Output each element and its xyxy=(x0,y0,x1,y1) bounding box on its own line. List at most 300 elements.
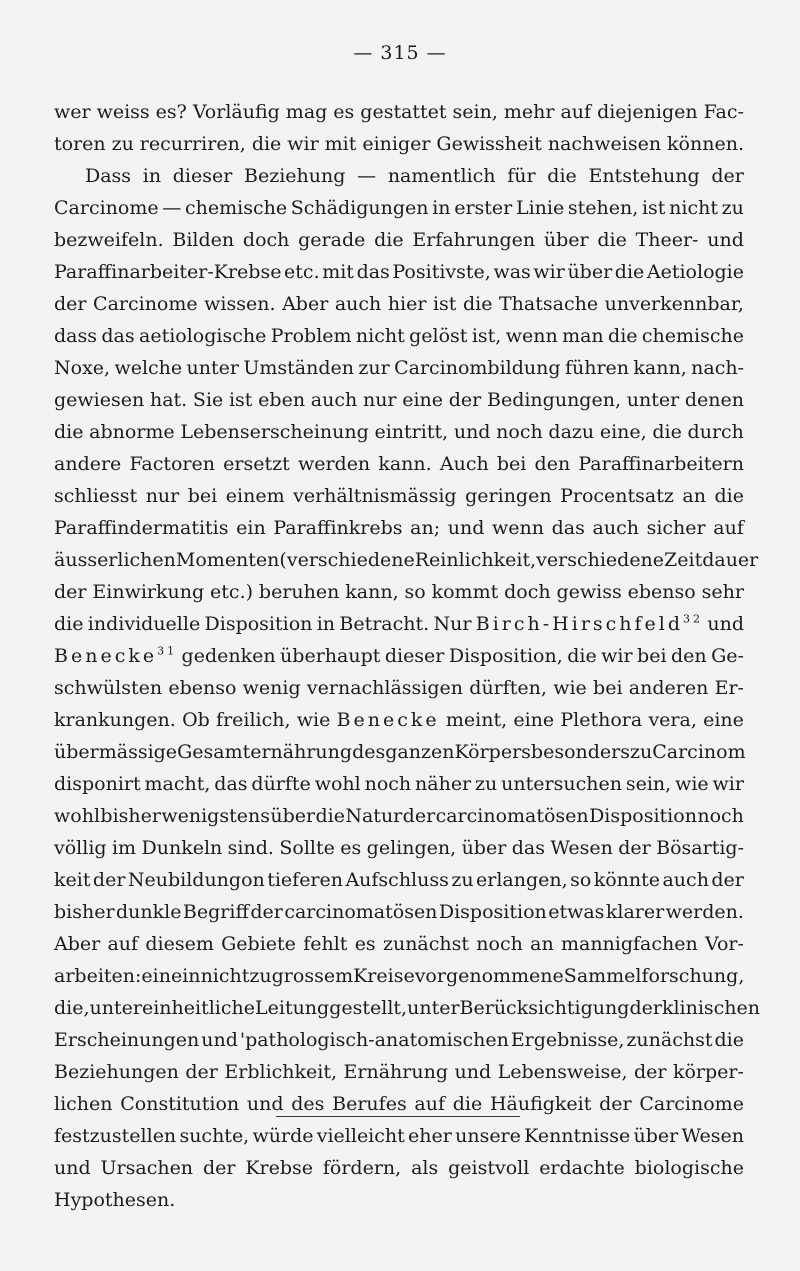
word: unverkennbar, xyxy=(604,293,744,315)
word: in xyxy=(432,197,451,219)
word: Ursachen xyxy=(100,1157,194,1179)
word: Sollte xyxy=(279,837,335,859)
word: zur xyxy=(358,357,390,379)
word: das xyxy=(214,773,248,795)
word: der xyxy=(599,1093,632,1115)
word: arbeiten: xyxy=(54,965,142,987)
word: Berücksichtigung xyxy=(459,997,630,1019)
word: suchte, xyxy=(179,1125,250,1147)
word: wie xyxy=(296,709,331,731)
word: die xyxy=(54,421,84,443)
word: Berufes xyxy=(332,1093,407,1115)
word: Vor- xyxy=(705,933,744,955)
word: in xyxy=(182,965,201,987)
word: Umständen xyxy=(243,357,354,379)
word: an xyxy=(530,933,554,955)
word: etwas xyxy=(548,901,605,923)
word: zu xyxy=(721,197,744,219)
word: Disposition xyxy=(589,805,697,827)
footer-rule xyxy=(276,1116,520,1117)
word: ist xyxy=(641,197,666,219)
word: mit xyxy=(322,261,354,283)
text-line xyxy=(54,608,744,640)
word: werden xyxy=(297,453,371,475)
word: Disposition xyxy=(204,613,313,635)
word: und xyxy=(201,1029,238,1051)
word: würde xyxy=(252,1125,314,1147)
word: fehlt xyxy=(303,933,348,955)
word: gedenken xyxy=(181,645,276,667)
word: kann. xyxy=(378,453,432,475)
word: Paraffinarbeitern xyxy=(578,453,744,475)
word: recurriren, xyxy=(139,133,246,155)
word: erdachte xyxy=(539,1157,625,1179)
word: besonders xyxy=(530,741,630,763)
word: gestellt, xyxy=(329,997,408,1019)
text-line xyxy=(54,1120,744,1152)
text-line xyxy=(54,896,744,928)
word: an; xyxy=(410,517,441,539)
word: Birch-Hirschfeld$^{32}$ xyxy=(475,612,704,635)
word: wenigstens xyxy=(161,805,270,827)
word: der xyxy=(618,837,651,859)
word: Entstehung xyxy=(588,165,700,187)
word: nicht xyxy=(669,197,718,219)
word: noch xyxy=(697,805,744,827)
word: so xyxy=(404,581,426,603)
word: die xyxy=(452,1093,483,1115)
word: körper- xyxy=(672,1061,744,1083)
word: kann, xyxy=(345,581,399,603)
word: Gebiete xyxy=(221,933,296,955)
word: macht, xyxy=(144,773,211,795)
word: ist xyxy=(228,389,253,411)
word: lichen xyxy=(54,1093,113,1115)
word: Er- xyxy=(714,677,744,699)
word: Erfahrungen xyxy=(412,229,536,251)
word: vernachlässigen xyxy=(306,677,464,699)
word: ganzen xyxy=(385,741,455,763)
word: toren xyxy=(54,133,106,155)
word: zu xyxy=(475,773,498,795)
word: gelingen, xyxy=(366,837,457,859)
word: völlig xyxy=(54,837,107,859)
word: Krebse xyxy=(245,1157,313,1179)
word: disponirt xyxy=(54,773,141,795)
word: meint, xyxy=(445,709,508,731)
word: Dunkeln xyxy=(141,837,223,859)
word: ebenso xyxy=(627,581,696,603)
text-line xyxy=(54,448,744,480)
word: diesem xyxy=(145,933,214,955)
word: anderen xyxy=(628,677,709,699)
word: die xyxy=(54,613,84,635)
text-line xyxy=(54,224,744,256)
word: Neubildungon xyxy=(127,869,265,891)
word: es xyxy=(340,837,362,859)
word: Einwirkung xyxy=(92,581,205,603)
word: bezweifeln. xyxy=(54,229,164,251)
text-line xyxy=(54,256,744,288)
word: der xyxy=(633,1061,667,1083)
word: eine xyxy=(141,965,183,987)
word: carcinomatösen xyxy=(284,901,438,923)
word: die xyxy=(714,485,744,507)
word: der xyxy=(402,805,436,827)
word: das xyxy=(356,261,390,283)
word: näher xyxy=(415,773,472,795)
word: dürfte xyxy=(251,773,311,795)
word: Sammelforschung, xyxy=(563,965,745,987)
word: dass xyxy=(54,325,97,347)
word: und xyxy=(246,1093,284,1115)
word: Carcinome xyxy=(93,293,198,315)
word: wer xyxy=(54,101,91,123)
text-line xyxy=(54,288,744,320)
word: Gesamternährung xyxy=(177,741,353,763)
word: Hypothesen. xyxy=(54,1189,176,1211)
word: klinischen xyxy=(661,997,761,1019)
word: auch xyxy=(592,517,639,539)
word: Ge- xyxy=(711,645,744,667)
word: nach- xyxy=(691,357,744,379)
word: Thatsache xyxy=(499,293,599,315)
word: über xyxy=(270,805,316,827)
word: ist, xyxy=(471,325,502,347)
word: Wesen xyxy=(681,1125,744,1147)
word: eine, xyxy=(599,421,647,443)
word: wenn xyxy=(505,325,558,347)
word: 'pathologisch-anatomischen xyxy=(239,1029,509,1051)
word: und xyxy=(707,229,744,251)
word: als xyxy=(411,1157,439,1179)
word: die, xyxy=(54,997,90,1019)
word: der xyxy=(711,165,744,187)
word: mag xyxy=(285,101,328,123)
word: einheitliche xyxy=(141,997,255,1019)
text-line xyxy=(54,320,744,352)
word: über xyxy=(633,1125,679,1147)
word: der xyxy=(711,869,744,891)
word: nachweisen xyxy=(547,133,662,155)
word: Ernährung xyxy=(343,1061,448,1083)
word: erster xyxy=(454,197,513,219)
word: Noxe, xyxy=(54,357,111,379)
word: Linie xyxy=(515,197,565,219)
word: gestattet xyxy=(360,101,447,123)
word: vera, xyxy=(648,709,697,731)
word: unsere xyxy=(455,1125,521,1147)
word: noch xyxy=(476,933,523,955)
word: Auch xyxy=(439,453,489,475)
word: wenig xyxy=(242,677,301,699)
word: und xyxy=(447,517,485,539)
page-number: — 315 — xyxy=(353,42,447,64)
word: Sie xyxy=(192,389,224,411)
word: geistvoll xyxy=(448,1157,530,1179)
word: noch xyxy=(364,773,412,795)
text-line xyxy=(54,512,744,544)
word: eintritt, xyxy=(374,421,449,443)
word: schwülsten xyxy=(54,677,163,699)
word: stehen, xyxy=(567,197,639,219)
word: Erscheinungen xyxy=(54,1029,200,1051)
word: unter xyxy=(407,997,460,1019)
word: Problem xyxy=(270,325,352,347)
word: wir xyxy=(601,645,633,667)
footnote-ref: 31 xyxy=(157,644,178,658)
word: auf xyxy=(107,933,139,955)
text-line xyxy=(54,96,744,128)
word: Plethora xyxy=(560,709,643,731)
word: verschiedene xyxy=(536,549,665,571)
word: im xyxy=(111,837,137,859)
text-line xyxy=(54,832,744,864)
word: diejenigen xyxy=(597,101,698,123)
word: und xyxy=(454,1061,492,1083)
word: vorgenommene xyxy=(414,965,564,987)
word: kommt xyxy=(431,581,499,603)
word: bei xyxy=(496,453,527,475)
word: Benecke$^{31}$ xyxy=(54,644,178,667)
word: überhaupt xyxy=(280,645,381,667)
word: Ob xyxy=(182,709,210,731)
word: wohl xyxy=(314,773,361,795)
word: auf xyxy=(560,101,592,123)
word: eine xyxy=(513,709,555,731)
word: könnte xyxy=(593,869,661,891)
word: Aufschluss xyxy=(345,869,449,891)
word: wohl xyxy=(54,805,101,827)
word: der xyxy=(54,293,87,315)
word: Positivste, xyxy=(392,261,491,283)
word: es xyxy=(354,933,376,955)
word: etc. xyxy=(284,261,320,283)
word: Beziehungen xyxy=(54,1061,179,1083)
word: gewiesen xyxy=(54,389,145,411)
word: Bösartig- xyxy=(656,837,744,859)
word: einiger xyxy=(362,133,431,155)
word: Wesen xyxy=(550,837,613,859)
word: Erblichkeit, xyxy=(224,1061,338,1083)
word: vielleicht xyxy=(316,1125,405,1147)
word: eben xyxy=(258,389,306,411)
word: es? xyxy=(155,101,187,123)
word: in xyxy=(316,613,336,635)
text-line xyxy=(54,576,744,608)
word: Aber xyxy=(282,293,329,315)
word: der xyxy=(54,581,87,603)
word: des xyxy=(291,1093,325,1115)
word: denen xyxy=(684,389,744,411)
text-line xyxy=(54,1184,744,1216)
word: einem xyxy=(225,485,285,507)
text-line xyxy=(54,640,744,672)
word: die xyxy=(462,293,493,315)
word: führen xyxy=(564,357,630,379)
word: weiss xyxy=(96,101,150,123)
word: Fac- xyxy=(703,101,744,123)
word: sind. xyxy=(227,837,274,859)
word: so xyxy=(570,869,592,891)
word: werden. xyxy=(665,901,744,923)
word: Kenntnisse xyxy=(524,1125,631,1147)
text-line xyxy=(54,1024,744,1056)
word: keit xyxy=(54,869,91,891)
word: Gewissheit xyxy=(436,133,542,155)
word: carcinomatösen xyxy=(435,805,589,827)
word: Häufigkeit xyxy=(489,1093,592,1115)
word: Aber xyxy=(54,933,101,955)
word: der xyxy=(202,1157,236,1179)
word: erlangen, xyxy=(476,869,568,891)
word: mehr xyxy=(503,101,555,123)
word: Aetiologie xyxy=(646,261,744,283)
word: aetiologische xyxy=(139,325,267,347)
word: — xyxy=(357,165,377,187)
word: Beziehung xyxy=(244,165,346,187)
word: auf xyxy=(713,517,744,539)
word: Disposition xyxy=(438,901,547,923)
text-line xyxy=(54,704,744,736)
word: die xyxy=(251,133,282,155)
word: beruhen xyxy=(258,581,340,603)
word: verhältnismässig xyxy=(293,485,457,507)
word: dazu xyxy=(548,421,595,443)
word: an xyxy=(682,485,706,507)
word: zu xyxy=(451,869,474,891)
word: schliesst xyxy=(54,485,138,507)
word: sehr xyxy=(701,581,744,603)
word: das xyxy=(101,325,135,347)
word: grossem xyxy=(271,965,354,987)
word: Dass xyxy=(85,165,132,187)
word: durch xyxy=(687,421,744,443)
word: Schädigungen xyxy=(290,197,429,219)
word: nicht xyxy=(200,965,250,987)
word: und xyxy=(54,1157,91,1179)
word: der xyxy=(448,389,482,411)
word: Leitung xyxy=(255,997,330,1019)
word: unter xyxy=(186,357,239,379)
word: Constitution xyxy=(120,1093,240,1115)
word: zunächst xyxy=(382,933,470,955)
word: äusserlichen xyxy=(54,549,176,571)
word: die xyxy=(567,645,597,667)
word: zu xyxy=(111,133,134,155)
text-line xyxy=(54,352,744,384)
word: Bilden xyxy=(172,229,235,251)
word: ebenso xyxy=(168,677,237,699)
word: es xyxy=(333,101,355,123)
footnote-ref: 32 xyxy=(683,612,704,626)
text-line xyxy=(54,160,744,192)
text-line xyxy=(54,768,744,800)
word: auf xyxy=(414,1093,446,1115)
word: den xyxy=(670,645,707,667)
word: Paraffindermatitis xyxy=(54,517,229,539)
word: Carcinome xyxy=(639,1093,744,1115)
word: nicht xyxy=(355,325,405,347)
word: doch xyxy=(242,229,290,251)
word: wir xyxy=(287,133,319,155)
word: bisher xyxy=(54,901,115,923)
word: bei xyxy=(187,485,218,507)
word: übermässige xyxy=(54,741,178,763)
word: bei xyxy=(637,645,667,667)
word: festzustellen xyxy=(54,1125,177,1147)
word: Betracht. xyxy=(339,613,430,635)
word: wissen. xyxy=(204,293,276,315)
word: die xyxy=(614,261,645,283)
word: die xyxy=(374,229,404,251)
word: Kreise xyxy=(353,965,415,987)
word: das xyxy=(511,837,545,859)
word: Begriff xyxy=(182,901,249,923)
word: ist xyxy=(432,293,457,315)
word: dürften, xyxy=(469,677,547,699)
text-line xyxy=(54,960,744,992)
word: wie xyxy=(553,677,587,699)
word: den xyxy=(534,453,571,475)
word: der xyxy=(92,869,126,891)
word: hat. xyxy=(149,389,188,411)
word: geringen xyxy=(465,485,552,507)
word: untersuchen xyxy=(501,773,622,795)
word: der xyxy=(185,1061,218,1083)
word: wir xyxy=(533,261,565,283)
word: wie xyxy=(675,773,709,795)
word: tieferen xyxy=(267,869,343,891)
text-line xyxy=(54,416,744,448)
word: eine xyxy=(402,389,444,411)
text-line xyxy=(54,928,744,960)
body-text xyxy=(54,96,761,1216)
word: auch xyxy=(334,293,382,315)
word: Bedingungen, xyxy=(486,389,621,411)
word: fördern, xyxy=(322,1157,402,1179)
text-line xyxy=(54,1152,744,1184)
word: der xyxy=(629,997,662,1019)
word: die xyxy=(652,421,682,443)
word: nur xyxy=(145,485,180,507)
word: dieser xyxy=(384,645,445,667)
word: Benecke xyxy=(336,709,440,731)
word: bei xyxy=(593,677,623,699)
word: Reinlichkeit, xyxy=(414,549,537,571)
word: dunkle xyxy=(116,901,182,923)
word: gelöst xyxy=(409,325,468,347)
word: unter xyxy=(89,997,142,1019)
word: man xyxy=(562,325,604,347)
word: ersetzt xyxy=(223,453,290,475)
word: und xyxy=(707,613,744,635)
word: Ergebnisse, xyxy=(510,1029,625,1051)
word: mit xyxy=(324,133,357,155)
word: das xyxy=(551,517,585,539)
word: Vorläufig xyxy=(192,101,280,123)
word: gewiss xyxy=(556,581,622,603)
word: welche xyxy=(114,357,183,379)
word: sein, xyxy=(625,773,672,795)
word: Lebensweise, xyxy=(497,1061,628,1083)
text-line xyxy=(54,128,744,160)
word: über xyxy=(461,837,507,859)
text-line xyxy=(54,1056,744,1088)
word: dieser xyxy=(172,165,233,187)
word: klarer xyxy=(605,901,665,923)
word: Disposition, xyxy=(448,645,563,667)
